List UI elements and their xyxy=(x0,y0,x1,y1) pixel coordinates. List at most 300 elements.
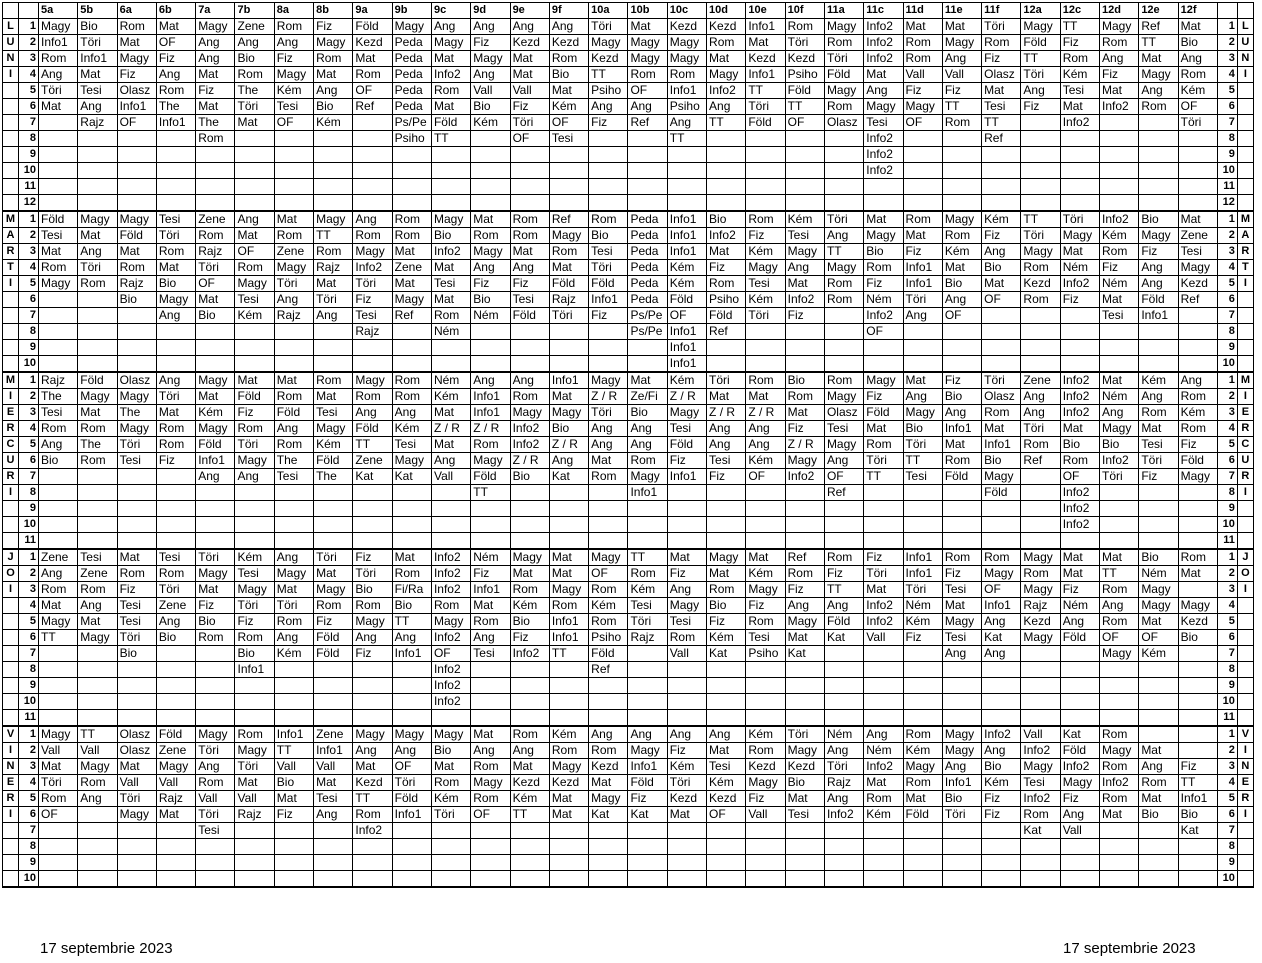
day-letter xyxy=(3,871,19,888)
lesson-cell: Fiz xyxy=(1060,35,1099,51)
lesson-cell xyxy=(1021,694,1060,710)
lesson-cell xyxy=(471,501,510,517)
lesson-cell xyxy=(1139,662,1178,678)
lesson-cell xyxy=(471,662,510,678)
lesson-cell xyxy=(903,662,942,678)
lesson-cell xyxy=(1139,163,1178,179)
lesson-cell: Fiz xyxy=(196,83,235,99)
period-number: 5 xyxy=(19,276,39,292)
lesson-cell: Info1 xyxy=(746,67,785,83)
lesson-cell: Tesi xyxy=(942,630,981,646)
period-number: 8 xyxy=(1217,839,1237,855)
lesson-cell xyxy=(314,533,353,550)
lesson-cell: Föld xyxy=(235,389,274,405)
lesson-cell: OF xyxy=(39,807,78,823)
day-letter: N xyxy=(1237,759,1253,775)
lesson-cell xyxy=(942,147,981,163)
lesson-cell: Info2 xyxy=(785,469,824,485)
lesson-cell: Mat xyxy=(392,276,431,292)
lesson-cell xyxy=(1060,131,1099,147)
period-number: 6 xyxy=(1217,99,1237,115)
lesson-cell: Magy xyxy=(431,211,470,228)
lesson-cell: TT xyxy=(785,99,824,115)
lesson-cell: Mat xyxy=(707,389,746,405)
lesson-cell: Rom xyxy=(746,372,785,389)
lesson-cell xyxy=(78,533,117,550)
day-letter xyxy=(3,356,19,373)
lesson-cell: Mat xyxy=(942,19,981,35)
lesson-cell: Töri xyxy=(1178,115,1217,131)
day-letter: E xyxy=(3,775,19,791)
lesson-cell xyxy=(353,678,392,694)
lesson-cell xyxy=(1178,324,1217,340)
lesson-cell: Rom xyxy=(549,51,588,67)
lesson-cell: Mat xyxy=(589,775,628,791)
lesson-cell: Info2 xyxy=(707,83,746,99)
lesson-cell xyxy=(589,163,628,179)
lesson-cell xyxy=(667,823,706,839)
lesson-cell xyxy=(549,839,588,855)
lesson-cell xyxy=(196,356,235,373)
period-number: 1 xyxy=(1217,549,1237,566)
lesson-cell xyxy=(1060,195,1099,212)
lesson-cell: Zene xyxy=(353,453,392,469)
lesson-cell xyxy=(471,179,510,195)
lesson-cell: Ang xyxy=(628,421,667,437)
day-letter xyxy=(3,179,19,195)
period-row xyxy=(3,405,1254,421)
lesson-cell xyxy=(589,179,628,195)
class-header: 10b xyxy=(628,3,667,19)
lesson-cell: Tesi xyxy=(274,99,313,115)
lesson-cell: Tesi xyxy=(589,244,628,260)
lesson-cell: Info2 xyxy=(864,614,903,630)
day-letter: L xyxy=(3,19,19,35)
lesson-cell: Rom xyxy=(39,260,78,276)
day-letter: T xyxy=(1237,260,1253,276)
lesson-cell xyxy=(471,517,510,533)
lesson-cell: Mat xyxy=(785,276,824,292)
lesson-cell: Ang xyxy=(824,598,863,614)
period-row xyxy=(3,421,1254,437)
lesson-cell: Töri xyxy=(274,598,313,614)
lesson-cell: Mat xyxy=(746,35,785,51)
lesson-cell: Ang xyxy=(471,743,510,759)
lesson-cell: Mat xyxy=(353,51,392,67)
lesson-cell: Tesi xyxy=(746,630,785,646)
lesson-cell: Tesi xyxy=(942,582,981,598)
period-number: 8 xyxy=(19,839,39,855)
lesson-cell: Info2 xyxy=(1021,791,1060,807)
lesson-cell: Info2 xyxy=(1060,405,1099,421)
lesson-cell xyxy=(196,501,235,517)
lesson-cell: Ném xyxy=(1100,276,1139,292)
day-letter: I xyxy=(3,582,19,598)
lesson-cell: Ang xyxy=(78,598,117,614)
lesson-cell xyxy=(589,694,628,710)
lesson-cell xyxy=(667,662,706,678)
lesson-cell: Fiz xyxy=(864,276,903,292)
lesson-cell: Z / R xyxy=(667,389,706,405)
lesson-cell: Bio xyxy=(510,469,549,485)
lesson-cell: Bio xyxy=(78,19,117,35)
lesson-cell: Föld xyxy=(392,791,431,807)
lesson-cell xyxy=(785,662,824,678)
day-letter: C xyxy=(3,437,19,453)
lesson-cell xyxy=(864,356,903,373)
lesson-cell: Fiz xyxy=(667,743,706,759)
period-row xyxy=(3,598,1254,614)
lesson-cell: Zene xyxy=(196,211,235,228)
lesson-cell xyxy=(274,485,313,501)
period-number: 6 xyxy=(19,807,39,823)
lesson-cell: Töri xyxy=(746,99,785,115)
lesson-cell: Fiz xyxy=(353,292,392,308)
period-row xyxy=(3,260,1254,276)
period-row xyxy=(3,678,1254,694)
lesson-cell: Töri xyxy=(903,292,942,308)
lesson-cell xyxy=(353,195,392,212)
lesson-cell: Tesi xyxy=(117,598,156,614)
lesson-cell: Rom xyxy=(1021,260,1060,276)
lesson-cell xyxy=(628,710,667,727)
period-number: 7 xyxy=(1217,823,1237,839)
lesson-cell: Töri xyxy=(196,743,235,759)
lesson-cell xyxy=(746,324,785,340)
day-letter xyxy=(3,83,19,99)
day-letter xyxy=(3,614,19,630)
lesson-cell: Tesi xyxy=(353,308,392,324)
lesson-cell xyxy=(353,131,392,147)
lesson-cell xyxy=(903,646,942,662)
lesson-cell xyxy=(471,855,510,871)
lesson-cell: Z / R xyxy=(431,421,470,437)
lesson-cell xyxy=(353,147,392,163)
lesson-cell: OF xyxy=(824,469,863,485)
lesson-cell: Ang xyxy=(785,598,824,614)
period-number: 11 xyxy=(19,533,39,550)
lesson-cell: Info2 xyxy=(864,759,903,775)
lesson-cell: Ang xyxy=(196,469,235,485)
lesson-cell: Mat xyxy=(1060,99,1099,115)
lesson-cell: Rom xyxy=(510,211,549,228)
lesson-cell xyxy=(549,662,588,678)
lesson-cell: Olasz xyxy=(824,115,863,131)
lesson-cell: Zene xyxy=(314,726,353,743)
lesson-cell xyxy=(628,147,667,163)
period-row xyxy=(3,389,1254,405)
lesson-cell: Föld xyxy=(667,437,706,453)
lesson-cell: Ang xyxy=(1060,807,1099,823)
lesson-cell xyxy=(667,694,706,710)
lesson-cell xyxy=(117,839,156,855)
lesson-cell xyxy=(78,469,117,485)
lesson-cell: Ang xyxy=(1100,51,1139,67)
lesson-cell: Töri xyxy=(274,276,313,292)
period-number: 3 xyxy=(19,759,39,775)
period-number: 10 xyxy=(1217,356,1237,373)
lesson-cell: Rom xyxy=(117,260,156,276)
lesson-cell: Föld xyxy=(707,308,746,324)
lesson-cell: Föld xyxy=(549,276,588,292)
lesson-cell: Vall xyxy=(510,83,549,99)
lesson-cell: Kezd xyxy=(667,19,706,35)
lesson-cell: Mat xyxy=(314,389,353,405)
lesson-cell: Z / R xyxy=(549,437,588,453)
lesson-cell: Magy xyxy=(117,389,156,405)
lesson-cell: Mat xyxy=(196,292,235,308)
lesson-cell: Rom xyxy=(471,228,510,244)
lesson-cell: Ang xyxy=(471,630,510,646)
lesson-cell: Rom xyxy=(1139,775,1178,791)
lesson-cell: Info2 xyxy=(510,437,549,453)
lesson-cell: Tesi xyxy=(235,566,274,582)
lesson-cell: Peda xyxy=(628,228,667,244)
lesson-cell xyxy=(39,517,78,533)
day-letter: E xyxy=(3,405,19,421)
lesson-cell: Ang xyxy=(1139,759,1178,775)
lesson-cell: Ang xyxy=(156,67,195,83)
lesson-cell xyxy=(392,871,431,888)
lesson-cell xyxy=(78,292,117,308)
lesson-cell xyxy=(235,340,274,356)
period-number: 9 xyxy=(19,501,39,517)
lesson-cell: Tesi xyxy=(117,614,156,630)
lesson-cell: Magy xyxy=(1100,421,1139,437)
lesson-cell xyxy=(353,163,392,179)
day-letter xyxy=(3,324,19,340)
lesson-cell: Info1 xyxy=(903,549,942,566)
lesson-cell: Rom xyxy=(235,67,274,83)
lesson-cell: Rom xyxy=(1178,389,1217,405)
day-letter xyxy=(1237,630,1253,646)
lesson-cell xyxy=(1021,839,1060,855)
period-number: 6 xyxy=(1217,453,1237,469)
lesson-cell xyxy=(1178,163,1217,179)
period-row xyxy=(3,517,1254,533)
lesson-cell: Rom xyxy=(746,743,785,759)
lesson-cell xyxy=(235,485,274,501)
lesson-cell: Ang xyxy=(1139,389,1178,405)
lesson-cell: OF xyxy=(196,276,235,292)
lesson-cell: Ang xyxy=(589,421,628,437)
lesson-cell xyxy=(1021,501,1060,517)
lesson-cell: Ref xyxy=(785,549,824,566)
lesson-cell: Mat xyxy=(864,211,903,228)
lesson-cell xyxy=(667,871,706,888)
lesson-cell: Bio xyxy=(549,67,588,83)
lesson-cell xyxy=(903,694,942,710)
lesson-cell xyxy=(1139,324,1178,340)
lesson-cell xyxy=(1100,823,1139,839)
lesson-cell: Ném xyxy=(471,549,510,566)
lesson-cell xyxy=(196,646,235,662)
lesson-cell: Rom xyxy=(1100,791,1139,807)
period-number: 8 xyxy=(1217,131,1237,147)
lesson-cell: Ang xyxy=(589,99,628,115)
lesson-cell xyxy=(353,710,392,727)
lesson-cell xyxy=(785,855,824,871)
period-number: 7 xyxy=(19,823,39,839)
lesson-cell: Ang xyxy=(392,405,431,421)
period-number: 5 xyxy=(1217,614,1237,630)
lesson-cell: Info2 xyxy=(1100,211,1139,228)
period-number: 5 xyxy=(1217,437,1237,453)
period-row xyxy=(3,147,1254,163)
lesson-cell xyxy=(628,855,667,871)
lesson-cell: Töri xyxy=(196,807,235,823)
lesson-cell xyxy=(982,501,1021,517)
lesson-cell: Tesi xyxy=(431,276,470,292)
lesson-cell: Ang xyxy=(156,372,195,389)
period-row xyxy=(3,791,1254,807)
lesson-cell: OF xyxy=(117,115,156,131)
period-row xyxy=(3,614,1254,630)
lesson-cell: Ang xyxy=(707,421,746,437)
class-header: 10a xyxy=(589,3,628,19)
lesson-cell: Magy xyxy=(196,566,235,582)
period-row xyxy=(3,694,1254,710)
lesson-cell xyxy=(864,710,903,727)
day-letter: J xyxy=(1237,549,1253,566)
lesson-cell: Kat xyxy=(982,630,1021,646)
lesson-cell: Ang xyxy=(314,83,353,99)
day-letter: I xyxy=(3,67,19,83)
lesson-cell xyxy=(235,324,274,340)
lesson-cell: TT xyxy=(1100,566,1139,582)
lesson-cell: Mat xyxy=(431,260,470,276)
lesson-cell: Bio xyxy=(1060,437,1099,453)
period-number: 7 xyxy=(1217,115,1237,131)
lesson-cell xyxy=(78,131,117,147)
lesson-cell xyxy=(235,131,274,147)
lesson-cell xyxy=(274,147,313,163)
lesson-cell: Töri xyxy=(156,582,195,598)
lesson-cell xyxy=(78,179,117,195)
lesson-cell: Töri xyxy=(942,807,981,823)
lesson-cell: Magy xyxy=(1100,743,1139,759)
lesson-cell: Info1 xyxy=(667,340,706,356)
lesson-cell xyxy=(117,533,156,550)
lesson-cell: Mat xyxy=(903,372,942,389)
lesson-cell xyxy=(196,839,235,855)
lesson-cell: Magy xyxy=(78,211,117,228)
lesson-cell xyxy=(942,662,981,678)
lesson-cell xyxy=(235,678,274,694)
lesson-cell: OF xyxy=(1100,630,1139,646)
lesson-cell: Töri xyxy=(864,566,903,582)
lesson-cell xyxy=(235,163,274,179)
lesson-cell xyxy=(628,195,667,212)
lesson-cell: Magy xyxy=(785,453,824,469)
lesson-cell: Ang xyxy=(1139,276,1178,292)
lesson-cell: Tesi xyxy=(1178,244,1217,260)
lesson-cell: Magy xyxy=(1178,598,1217,614)
lesson-cell: Rom xyxy=(864,260,903,276)
lesson-cell: Magy xyxy=(353,244,392,260)
lesson-cell xyxy=(589,324,628,340)
lesson-cell: Peda xyxy=(392,35,431,51)
lesson-cell: Töri xyxy=(589,19,628,35)
lesson-cell: Töri xyxy=(1021,67,1060,83)
lesson-cell: Rom xyxy=(824,549,863,566)
lesson-cell xyxy=(78,694,117,710)
day-letter: I xyxy=(1237,807,1253,823)
lesson-cell: Info2 xyxy=(864,308,903,324)
lesson-cell: Kém xyxy=(235,549,274,566)
lesson-cell: Info2 xyxy=(785,292,824,308)
lesson-cell xyxy=(549,823,588,839)
lesson-cell xyxy=(156,163,195,179)
lesson-cell xyxy=(864,871,903,888)
lesson-cell xyxy=(274,694,313,710)
lesson-cell: Kém xyxy=(667,260,706,276)
lesson-cell xyxy=(903,147,942,163)
lesson-cell: Info2 xyxy=(864,163,903,179)
period-number: 9 xyxy=(1217,501,1237,517)
lesson-cell: Info1 xyxy=(667,356,706,373)
lesson-cell: Ang xyxy=(156,308,195,324)
lesson-cell: OF xyxy=(510,131,549,147)
lesson-cell: Töri xyxy=(903,582,942,598)
lesson-cell xyxy=(903,131,942,147)
lesson-cell: Magy xyxy=(1021,582,1060,598)
period-number: 8 xyxy=(19,131,39,147)
lesson-cell: Info2 xyxy=(431,678,470,694)
lesson-cell: Fiz xyxy=(982,791,1021,807)
period-number: 6 xyxy=(19,453,39,469)
lesson-cell xyxy=(746,163,785,179)
lesson-cell: Rajz xyxy=(196,244,235,260)
lesson-cell: Rom xyxy=(707,276,746,292)
day-letter xyxy=(3,533,19,550)
lesson-cell xyxy=(314,485,353,501)
lesson-cell xyxy=(982,839,1021,855)
lesson-cell xyxy=(746,195,785,212)
lesson-cell: Vall xyxy=(314,759,353,775)
lesson-cell: Mat xyxy=(78,67,117,83)
period-row xyxy=(3,292,1254,308)
lesson-cell xyxy=(314,517,353,533)
lesson-cell: Magy xyxy=(353,372,392,389)
day-letter xyxy=(1237,646,1253,662)
lesson-cell: Rom xyxy=(235,421,274,437)
lesson-cell: Fiz xyxy=(746,791,785,807)
lesson-cell: TT xyxy=(1060,19,1099,35)
lesson-cell xyxy=(431,823,470,839)
lesson-cell: Olasz xyxy=(982,67,1021,83)
lesson-cell: Kat xyxy=(353,469,392,485)
lesson-cell: Tesi xyxy=(39,228,78,244)
lesson-cell xyxy=(510,517,549,533)
day-letter: I xyxy=(1237,743,1253,759)
lesson-cell: Rajz xyxy=(156,791,195,807)
period-number: 4 xyxy=(19,67,39,83)
lesson-cell: Bio xyxy=(431,743,470,759)
period-number: 8 xyxy=(19,485,39,501)
lesson-cell: TT xyxy=(628,549,667,566)
lesson-cell: Peda xyxy=(628,244,667,260)
period-number: 4 xyxy=(1217,67,1237,83)
lesson-cell: Föld xyxy=(824,614,863,630)
lesson-cell xyxy=(392,163,431,179)
lesson-cell: Rom xyxy=(903,211,942,228)
lesson-cell: Vall xyxy=(39,743,78,759)
period-number: 5 xyxy=(19,614,39,630)
lesson-cell xyxy=(628,823,667,839)
lesson-cell: Magy xyxy=(1139,582,1178,598)
lesson-cell: Magy xyxy=(1139,228,1178,244)
